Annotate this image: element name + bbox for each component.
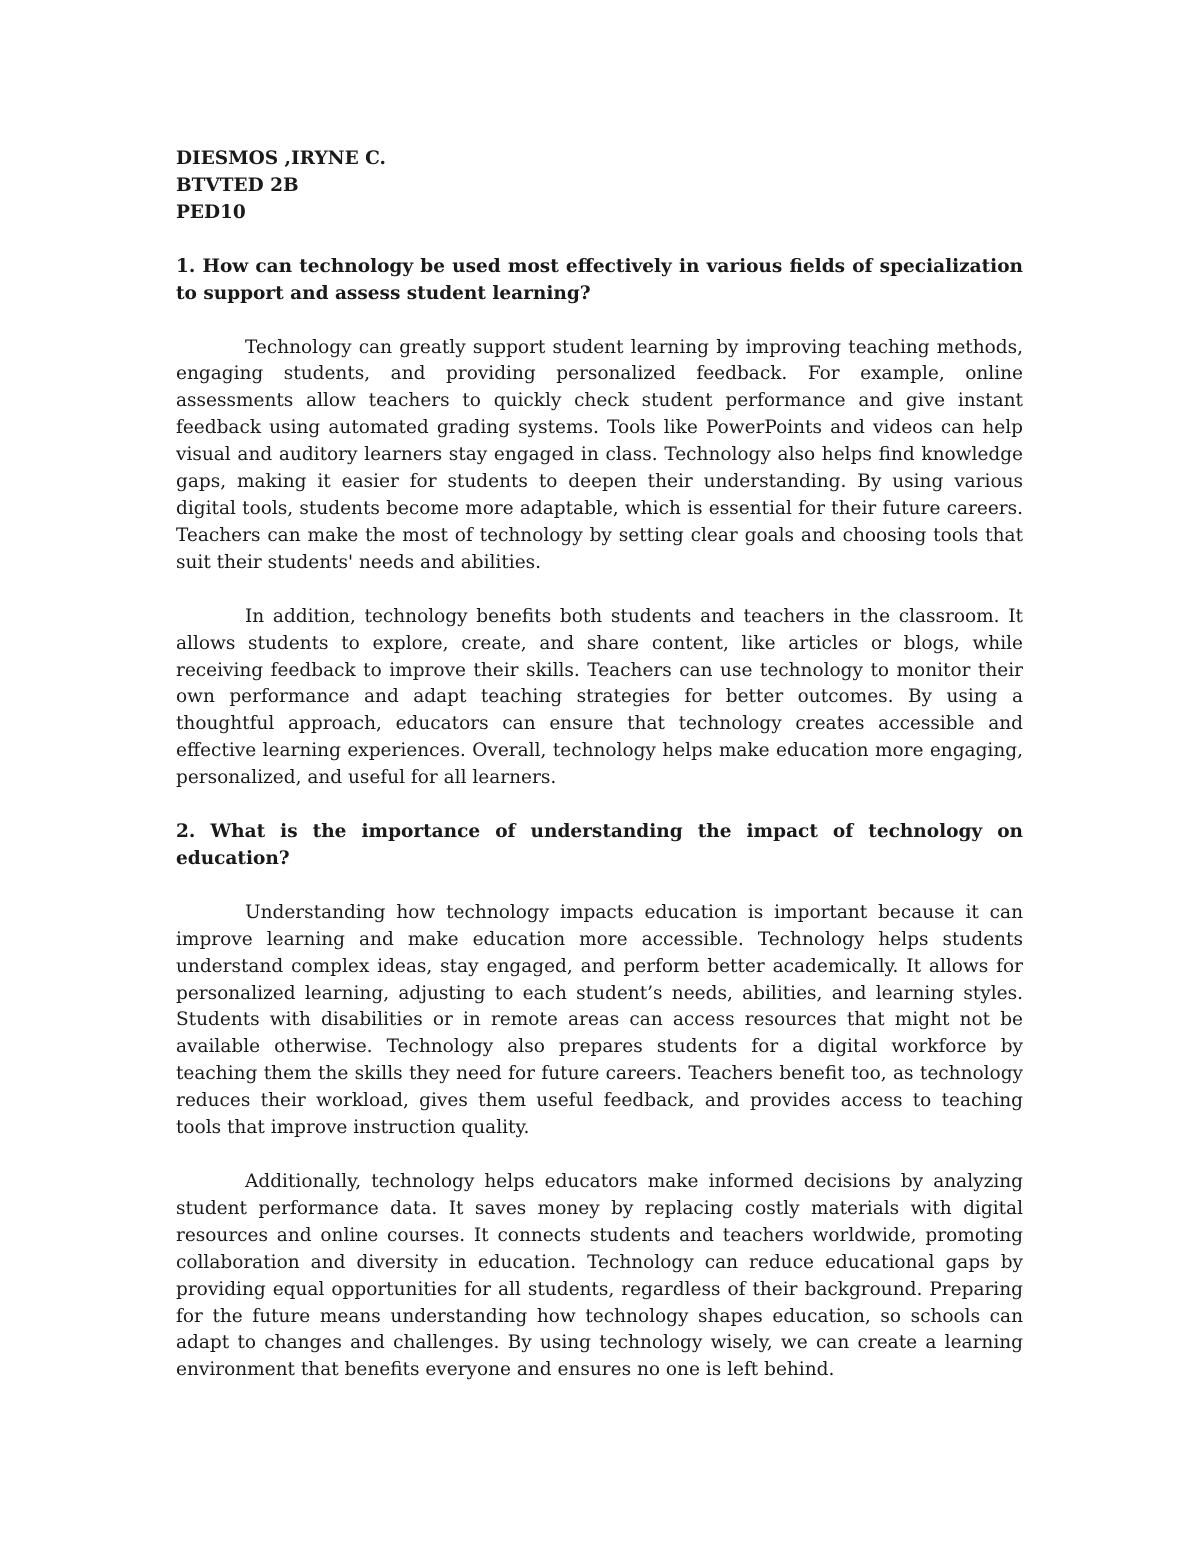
course-code: PED10: [176, 201, 246, 223]
student-section: BTVTED 2B: [176, 174, 299, 196]
question-1: 1. How can technology be used most effectively in various fields of specialization to support and assess student learning?: [176, 255, 1023, 304]
question-2: 2. What is the importance of understanding the impact of technology on education?: [176, 821, 1023, 869]
answer-2-paragraph-2: Additionally, technology helps educators make informed decisions by analyzing student performance data. It saves money by replacing costly materials with digital resources and online courses. It connects students and teachers worldwide, promoting collaboration and diversity in education. Technology can reduce educational gaps by providing equal opportunities for all students, regardless of their background. Preparing for the future means understanding how technology shapes education, so schools can adapt to changes and challenges. By using technology wisely, we can create a learning environment that benefits everyone and ensures no one is left behind.: [176, 1171, 1023, 1381]
answer-1-paragraph-2: In addition, technology benefits both students and teachers in the classroom. It allows students to explore, create, and share content, like articles or blogs, while receiving feedback to improve their skills. Teachers can use technology to monitor their own performance and adapt teaching strategies for better outcomes. By using a thoughtful approach, educators can ensure that technology creates accessible and effective learning experiences. Overall, technology helps make education more engaging, personalized, and useful for all learners.: [176, 605, 1023, 789]
answer-2-paragraph-1: Understanding how technology impacts education is important because it can improve learning and make education more accessible. Technology helps students understand complex ideas, stay engaged, and perform better academically. It allows for personalized learning, adjusting to each student’s needs, abilities, and learning styles. Students with disabilities or in remote areas can access resources that might not be available otherwise. Technology also prepares students for a digital workforce by teaching them the skills they need for future careers. Teachers benefit too, as technology reduces their workload, gives them useful feedback, and provides access to teaching tools that improve instruction quality.: [176, 901, 1023, 1139]
student-header: [176, 146, 1023, 227]
question-section-2: [176, 819, 1023, 1384]
student-name: DIESMOS ,IRYNE C.: [176, 148, 386, 169]
answer-1-paragraph-1: Technology can greatly support student learning by improving teaching methods, engaging students, and providing personalized feedback. For example, online assessments allow teachers to quickly check student performance and give instant feedback using automated grading systems. Tools like PowerPoints and videos can help visual and auditory learners stay engaged in class. Technology also helps find knowledge gaps, making it easier for students to deepen their understanding. By using various digital tools, students become more adaptable, which is essential for their future careers. Teachers can make the most of technology by setting clear goals and choosing tools that suit their students' needs and abilities.: [176, 336, 1023, 573]
document-page: [176, 146, 1023, 1384]
question-section-1: [176, 254, 1023, 792]
